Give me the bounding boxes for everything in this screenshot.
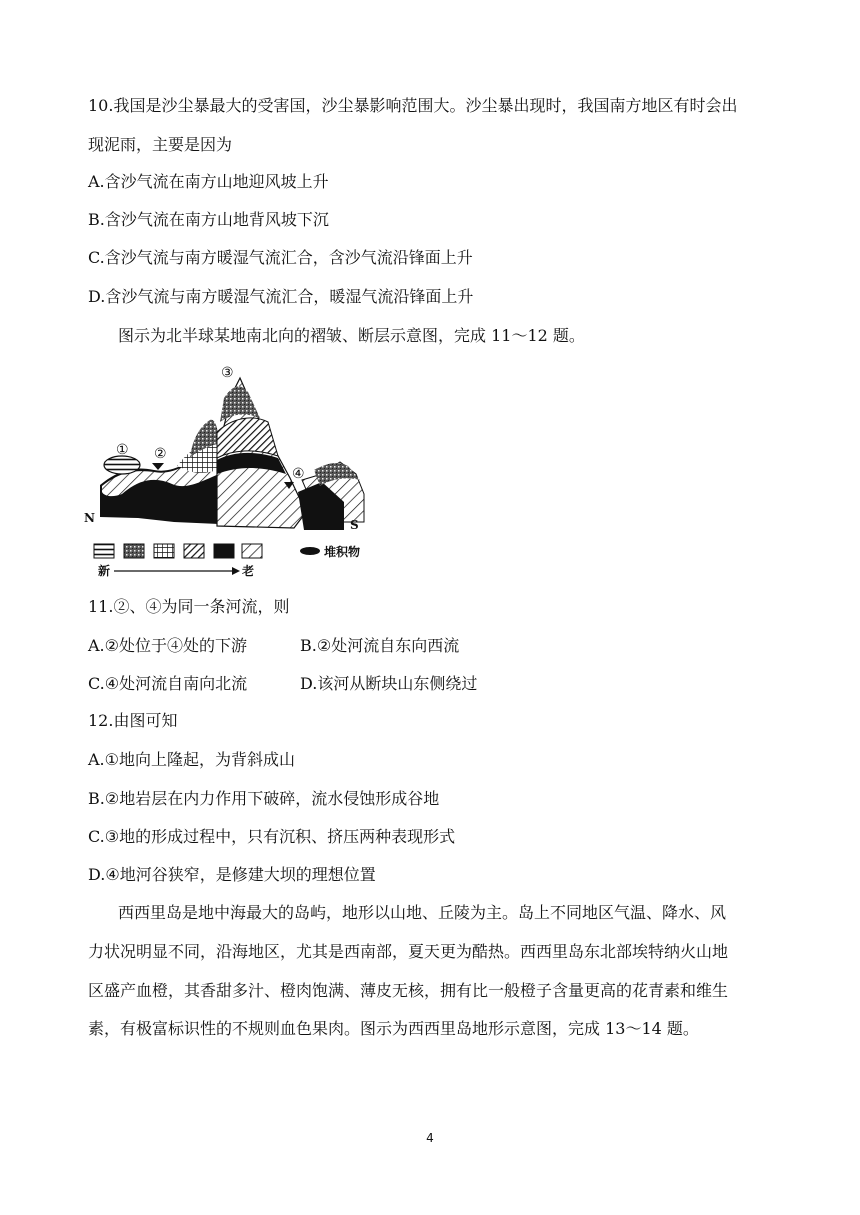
passage-line4: 素，有极富标识性的不规则血色果肉。图示为西西里岛地形示意图，完成 13～14 题。: [88, 1019, 699, 1038]
marker-1-lens: [104, 456, 140, 474]
legend-diag-sparse: [242, 544, 262, 558]
north-label: N: [84, 511, 95, 525]
passage-line2: 力状况明显不同，沿海地区，尤其是西南部，夏天更为酷热。西西里岛东北部埃特纳火山地: [88, 942, 729, 961]
river-marker-2: [152, 463, 164, 470]
q11-option-b: B.②处河流自东向西流: [300, 636, 460, 655]
q12-stem: 12.由图可知: [88, 711, 178, 730]
q11-option-a: A.②处位于④处的下游: [88, 636, 247, 655]
south-label: S: [350, 518, 359, 532]
legend-grid: [154, 544, 174, 558]
q12-option-b: B.②地岩层在内力作用下破碎，流水侵蚀形成谷地: [88, 789, 440, 808]
passage-line3: 区盛产血橙，其香甜多汁、橙肉饱满、薄皮无核，拥有比一般橙子含量更高的花青素和维生: [88, 981, 729, 1000]
legend-arrow-head: [232, 567, 240, 575]
legend-speckle: [124, 544, 144, 558]
legend-sediment-label: 堆积物: [324, 545, 361, 559]
marker-4: ④: [292, 466, 305, 482]
q10-option-d: D.含沙气流与南方暖湿气流汇合，暖湿气流沿锋面上升: [88, 287, 474, 306]
fold-fault-diagram: [82, 362, 372, 580]
q12-option-d: D.④地河谷狭窄，是修建大坝的理想位置: [88, 865, 376, 884]
q12-option-a: A.①地向上隆起，为背斜成山: [88, 750, 295, 769]
q10-option-c: C.含沙气流与南方暖湿气流汇合，含沙气流沿锋面上升: [88, 248, 473, 267]
intro-11-12: 图示为北半球某地南北向的褶皱、断层示意图，完成 11～12 题。: [118, 326, 585, 345]
q11-stem: 11.②、④为同一条河流，则: [88, 597, 290, 616]
legend-old-label: 老: [242, 564, 255, 578]
q12-option-c: C.③地的形成过程中，只有沉积、挤压两种表现形式: [88, 827, 456, 846]
legend-black: [214, 544, 234, 558]
q10-option-a: A.含沙气流在南方山地迎风坡上升: [88, 172, 329, 191]
marker-2: ②: [154, 446, 167, 462]
marker-1: ①: [116, 442, 129, 458]
q10-option-b: B.含沙气流在南方山地背风坡下沉: [88, 210, 329, 229]
q11-option-d: D.该河从断块山东侧绕过: [300, 674, 478, 693]
legend-new-label: 新: [98, 564, 111, 578]
passage-line1: 西西里岛是地中海最大的岛屿，地形以山地、丘陵为主。岛上不同地区气温、降水、风: [118, 903, 727, 922]
q10-stem-line2: 现泥雨，主要是因为: [88, 135, 233, 154]
legend-horizontal-lines: [94, 544, 114, 558]
page-number: 4: [426, 1131, 434, 1145]
q10-stem-line1: 10.我国是沙尘暴最大的受害国，沙尘暴影响范围大。沙尘暴出现时，我国南方地区有时会出: [88, 96, 738, 115]
q11-option-c: C.④处河流自南向北流: [88, 674, 248, 693]
legend-diag-dense: [184, 544, 204, 558]
marker-3: ③: [221, 365, 234, 381]
legend-sediment-symbol: [300, 547, 320, 555]
